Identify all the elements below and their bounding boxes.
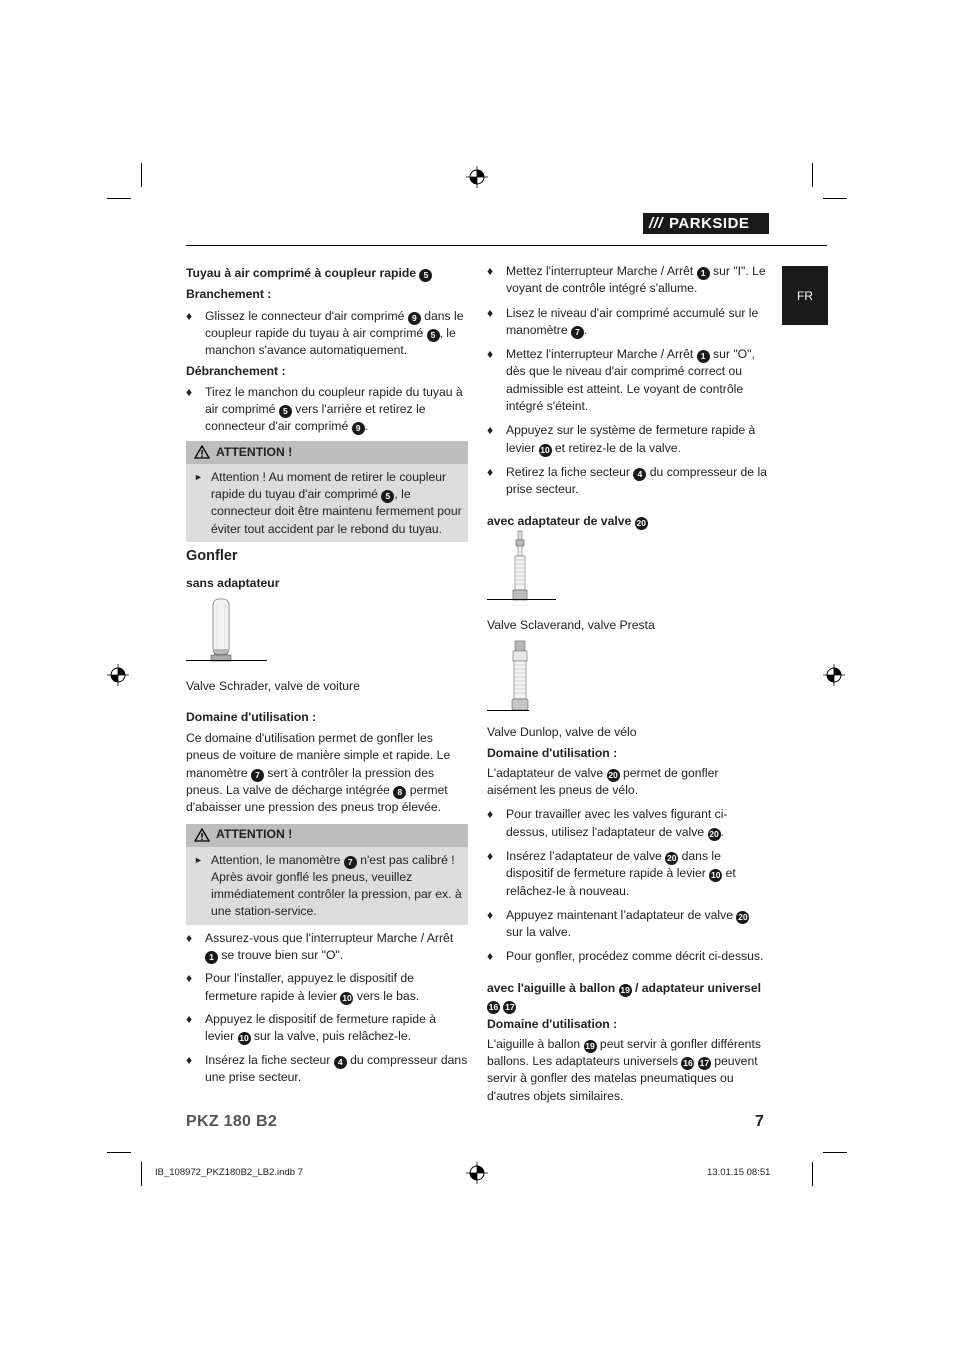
- right-column: [487, 263, 769, 1105]
- ref-number: 4: [334, 1056, 347, 1069]
- slug-date: 13.01.15 08:51: [707, 1167, 771, 1178]
- attention-text: ► Attention, le manomètre 7 n'est pas calibré ! Après avoir gonflé les pneus, veuillez immédiatement contrôler la pression, par ex. à une station-service.: [186, 847, 468, 925]
- ref-number: 20: [666, 852, 677, 863]
- attention-box: [186, 824, 468, 925]
- ref-number: 16: [683, 1057, 693, 1068]
- model-name: PKZ 180 B2: [186, 1113, 278, 1130]
- list-item: ♦ Mettez l'interrupteur Marche / Arrêt 1 sur "I". Le voyant de contrôle intégré s'allume.: [487, 263, 769, 298]
- use-text: L'adaptateur de valve 20 permet de gonfler aisément les pneus de vélo.: [487, 765, 719, 798]
- crop-mark: [823, 198, 847, 199]
- use-text: L'aiguille à ballon 19 peut servir à gonfler différents ballons. Les adaptateurs universels 16 17 peuvent servir à gonfler des matelas pneumatiques ou d'autres objets similaires.: [487, 1036, 761, 1103]
- list-item: ♦ Insérez la fiche secteur 4 du compresseur dans une prise secteur.: [186, 1052, 468, 1087]
- ref-number: 5: [419, 269, 432, 282]
- disconnect-title: Débranchement :: [186, 364, 286, 379]
- ref-number: 10: [342, 992, 352, 1003]
- use-title: Domaine d'utilisation :: [487, 1017, 618, 1032]
- ref-number: 7: [251, 769, 264, 782]
- list-item: ♦ Appuyez sur le système de fermeture rapide à levier 10 et retirez-le de la valve.: [487, 422, 769, 457]
- surface-line: [487, 599, 556, 600]
- hose-title: Tuyau à air comprimé à coupleur rapide: [186, 266, 417, 280]
- valve-figure: [186, 594, 468, 669]
- no-adapter-title: sans adaptateur: [186, 576, 280, 591]
- ref-number: 1: [205, 951, 218, 964]
- use-title: Domaine d'utilisation :: [487, 746, 618, 761]
- needle-title: avec l'aiguille à ballon 19 / adaptateur universel 16 17: [487, 980, 761, 1013]
- ref-number: 10: [540, 444, 550, 455]
- parkside-logo: [643, 213, 769, 234]
- ref-number: 5: [381, 490, 394, 503]
- valve-figure: [487, 640, 769, 718]
- list-item: ♦ Tirez le manchon du coupleur rapide du tuyau à air comprimé 5 vers l'arrière et retirez le connecteur d'air comprimé 9 .: [186, 384, 468, 436]
- list-item: ♦ Appuyez le dispositif de fermeture rapide à levier 10 sur la valve, puis relâchez-le.: [186, 1011, 468, 1046]
- crop-mark: [141, 1162, 142, 1186]
- attention-box: [186, 441, 468, 542]
- ref-number: 20: [608, 769, 618, 780]
- left-column: [186, 265, 468, 1086]
- list-item: ♦ Insérez l’adaptateur de valve 20 dans le dispositif de fermeture rapide à levier 10 et relâchez-le à nouveau.: [487, 848, 769, 900]
- attention-title: ATTENTION !: [216, 444, 293, 459]
- registration-mark-icon: [466, 166, 488, 188]
- list-item: ♦ Glissez le connecteur d'air comprimé 9 dans le coupleur rapide du tuyau à air comprimé 5 , le manchon s'avance automatiquement.: [186, 308, 468, 360]
- warning-triangle-icon: [194, 828, 210, 842]
- adapter-title: avec adaptateur de valve 20: [487, 513, 646, 528]
- valve-caption: Valve Schrader, valve de voiture: [186, 679, 360, 694]
- use-title: Domaine d'utilisation :: [186, 709, 317, 724]
- crop-mark: [812, 1162, 813, 1186]
- surface-line: [487, 710, 529, 711]
- presta-valve-icon: [511, 530, 529, 602]
- valve-caption: Valve Sclaverand, valve Presta: [487, 617, 655, 632]
- ref-number: 9: [352, 422, 365, 435]
- schrader-valve-icon: [208, 598, 234, 664]
- list-item: ♦ Appuyez maintenant l’adaptateur de valve 20 sur la valve.: [487, 907, 769, 942]
- warning-triangle-icon: [194, 445, 210, 459]
- ref-number: 4: [633, 468, 646, 481]
- logo-text: PARKSIDE: [669, 215, 750, 232]
- list-item: ♦ Pour gonfler, procédez comme décrit ci-dessus.: [487, 948, 769, 965]
- ref-number: 19: [585, 1040, 595, 1051]
- crop-mark: [107, 1152, 131, 1153]
- ref-number: 17: [505, 1002, 515, 1013]
- crop-mark: [812, 163, 813, 187]
- attention-text: ► Attention ! Au moment de retirer le coupleur rapide du tuyau d'air comprimé 5 , le connecteur doit être maintenu fermement pour éviter tout accident par le rebond du tuyau.: [186, 464, 468, 542]
- language-label: FR: [797, 288, 813, 303]
- use-text: Ce domaine d'utilisation permet de gonfler les pneus de voiture de manière simple et rapide. Le manomètre 7 sert à contrôler la pression des pneus. La valve de décharge intégrée 8 permet d'abaisser une pression des pneus trop élevée.: [186, 731, 451, 815]
- ref-number: 16: [488, 1002, 499, 1013]
- list-item: ♦ Pour l'installer, appuyez le dispositif de fermeture rapide à levier 10 vers le bas.: [186, 970, 468, 1005]
- list-item: ♦ Retirez la fiche secteur 4 du compresseur de la prise secteur.: [487, 464, 769, 499]
- crop-mark: [107, 198, 131, 199]
- section-title: [186, 265, 468, 282]
- list-item: ♦ Mettez l'interrupteur Marche / Arrêt 1 sur "O", dès que le niveau d'air comprimé correct ou admissible est atteint. Le voyant de contrôle intégré s'éteint.: [487, 346, 769, 415]
- ref-number: 5: [427, 329, 440, 342]
- attention-header: [186, 824, 468, 847]
- ref-number: 17: [699, 1057, 710, 1068]
- header-rule: [186, 245, 827, 246]
- inflate-title: Gonfler: [186, 547, 238, 564]
- list-item: ♦ Assurez-vous que l'interrupteur Marche / Arrêt 1 se trouve bien sur "O".: [186, 930, 468, 965]
- crop-mark: [141, 163, 142, 187]
- ref-number: 7: [344, 856, 357, 869]
- ref-number: 7: [571, 326, 584, 339]
- registration-mark-icon: [466, 1162, 488, 1184]
- connect-title: Branchement :: [186, 287, 272, 302]
- ref-number: 8: [393, 786, 406, 799]
- ref-number: 1: [697, 350, 710, 363]
- ref-number: 5: [279, 405, 292, 418]
- ref-number: 10: [711, 870, 721, 881]
- dunlop-valve-icon: [509, 640, 531, 714]
- valve-figure: [487, 530, 769, 608]
- slug-file: IB_108972_PKZ180B2_LB2.indb 7: [155, 1167, 303, 1178]
- crop-mark: [823, 1152, 847, 1153]
- registration-mark-icon: [823, 664, 845, 686]
- logo-slashes: ///: [649, 215, 664, 232]
- registration-mark-icon: [107, 664, 129, 686]
- attention-header: [186, 441, 468, 464]
- ref-number: 9: [408, 312, 421, 325]
- valve-caption: Valve Dunlop, valve de vélo: [487, 725, 637, 740]
- ref-number: 20: [709, 828, 719, 839]
- list-item: ♦ Pour travailler avec les valves figurant ci-dessus, utilisez l'adaptateur de valve 20 .: [487, 806, 769, 841]
- ref-number: 20: [738, 911, 748, 922]
- attention-title: ATTENTION !: [216, 827, 293, 842]
- surface-line: [186, 660, 267, 661]
- language-tab: [782, 266, 828, 325]
- ref-number: 1: [697, 267, 710, 280]
- list-item: ♦ Lisez le niveau d'air comprimé accumulé sur le manomètre 7 .: [487, 305, 769, 340]
- ref-number: 19: [620, 984, 630, 995]
- ref-number: 20: [636, 517, 646, 528]
- page-number: 7: [755, 1113, 764, 1130]
- ref-number: 10: [239, 1033, 249, 1044]
